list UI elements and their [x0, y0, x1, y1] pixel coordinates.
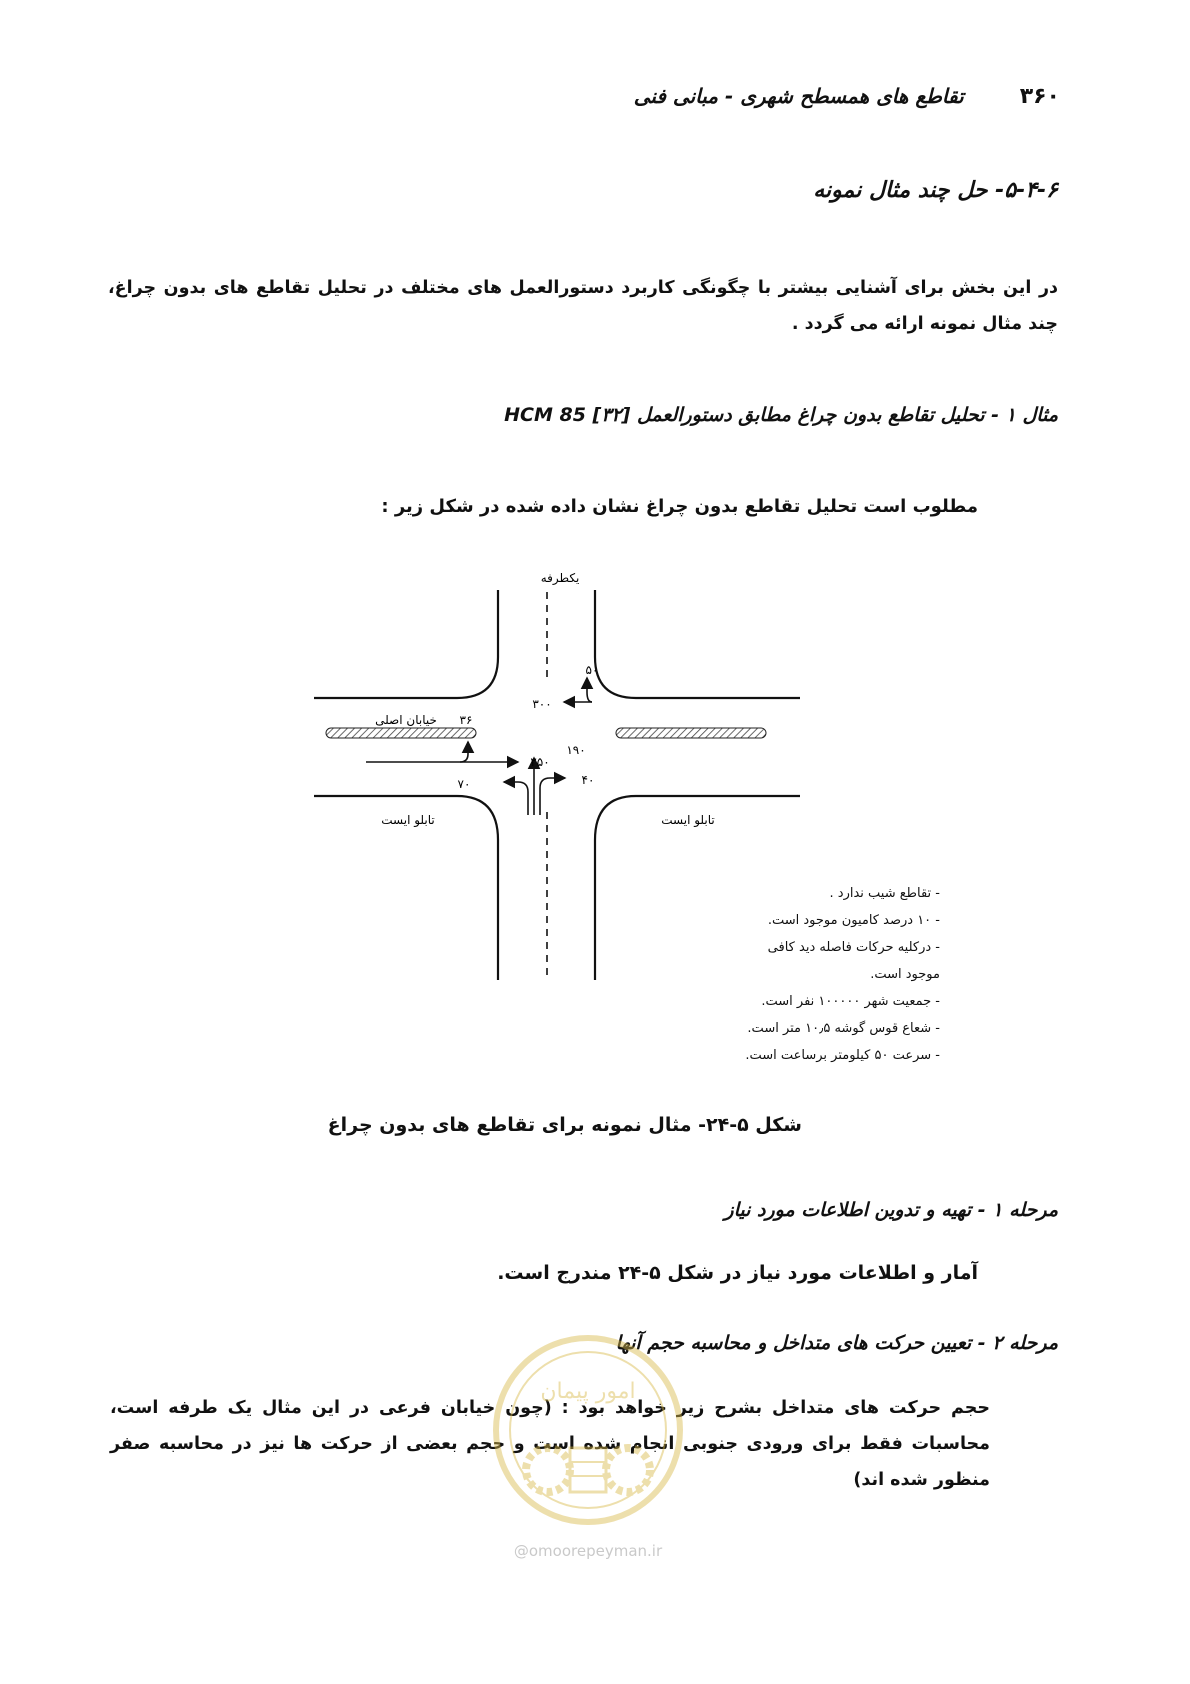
watermark-text: امور پیمان: [540, 1379, 636, 1404]
step1-title: مرحله ۱ - تهیه و تدوین اطلاعات مورد نیاز: [724, 1199, 1058, 1221]
figure-caption: شکل ۵-۲۴- مثال نمونه برای تقاطع های بدون چراغ: [327, 1114, 802, 1136]
stop-sign-left-label: تابلو ایست: [381, 813, 435, 827]
volume-70: ۷۰: [457, 777, 471, 791]
note-item: - تقاطع شیب ندارد .: [829, 886, 940, 901]
intro-paragraph: در این بخش برای آشنایی بیشتر با چگونگی کاربرد دستورالعمل های مختلف در تحلیل تقاطع های بدون چراغ، چند مثال نمونه ارائه می گردد .: [108, 278, 1058, 334]
volume-36: ۳۶: [459, 713, 473, 727]
volume-190: ۱۹۰: [566, 743, 586, 757]
note-item: - شعاع قوس گوشه ۱۰٫۵ متر است.: [747, 1021, 940, 1036]
main-street-label: خیابان اصلی: [375, 713, 437, 727]
note-item: - ۱۰ درصد کامیون موجود است.: [767, 913, 940, 928]
step2-text: حجم حرکت های متداخل بشرح زیر خواهد بود : (چون خیابان فرعی در این مثال یک طرفه است، محاسبات فقط برای ورودی جنوبی انجام شده است و حجم بعضی از حرکت ها نیز در محاسبه صفر منظور شده اند): [110, 1398, 990, 1490]
arrow-left-36: [460, 742, 468, 762]
example-required-text: مطلوب است تحلیل تقاطع بدون چراغ نشان داده شده در شکل زیر :: [381, 496, 978, 517]
gear-icon: [526, 1448, 570, 1492]
running-title: تقاطع های همسطح شهری - مبانی فنی: [633, 84, 964, 108]
page-header: [540, 78, 1060, 114]
arrow-right-40: [540, 778, 565, 815]
step2-title: مرحله ۲ - تعیین حرکت های متداخل و محاسبه حجم آنها: [615, 1332, 1058, 1354]
stop-sign-right-label: تابلو ایست: [661, 813, 715, 827]
page-number: ۳۶۰: [1019, 83, 1060, 109]
watermark-logo: [486, 1320, 690, 1570]
note-item: موجود است.: [870, 967, 940, 982]
note-item: - درکلیه حرکات فاصله دید کافی: [767, 940, 940, 955]
one-way-label: یکطرفه: [540, 571, 580, 585]
volume-250: ۲۵۰: [530, 755, 550, 769]
arrow-left-70: [504, 782, 528, 815]
volume-50: ۵۰: [585, 663, 599, 677]
note-item: - سرعت ۵۰ کیلومتر برساعت است.: [745, 1048, 940, 1063]
median-west: [326, 728, 476, 738]
step1-text: آمار و اطلاعات مورد نیاز در شکل ۵-۲۴ مندرج است.: [497, 1262, 978, 1284]
section-title: ۵-۴-۶- حل چند مثال نمونه: [813, 178, 1058, 203]
arrow-left-50: [587, 678, 592, 702]
figure-notes: [700, 880, 940, 1069]
median-east: [616, 728, 766, 738]
note-item: - جمعیت شهر ۱۰۰۰۰۰ نفر است.: [761, 994, 940, 1009]
road-edge-ne: [595, 590, 800, 698]
watermark-url: @omoorepeyman.ir: [513, 1542, 663, 1560]
volume-40: ۴۰: [581, 773, 595, 787]
example-title: مثال ۱ - تحلیل تقاطع بدون چراغ مطابق دستورالعمل HCM 85 [۳۲]: [504, 404, 1058, 426]
road-edge-nw: [314, 590, 498, 698]
volume-300: ۳۰۰: [532, 697, 552, 711]
